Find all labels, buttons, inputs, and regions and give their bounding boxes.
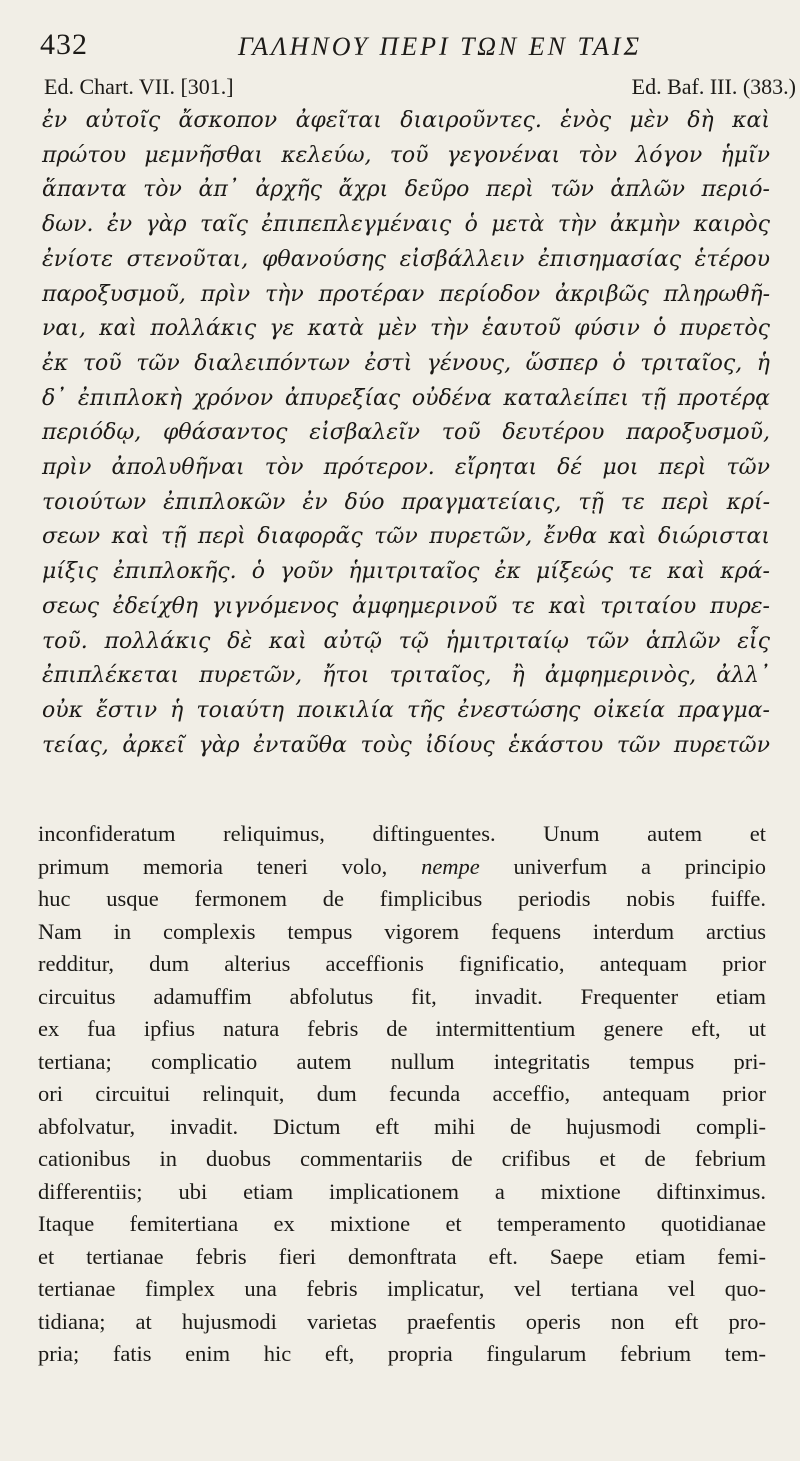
greek-line: περιόδῳ, φθάσαντος εἰσβαλεῖν τοῦ δευτέρου παροξυσμοῦ, — [42, 420, 770, 446]
greek-line: ἐν αὐτοῖς ἄσκοπον ἀφεῖται διαιροῦντες. ἑνὸς μὲν δὴ καὶ — [42, 108, 770, 133]
page-header — [40, 28, 780, 64]
greek-line: σεων καὶ τῇ περὶ διαφορᾶς τῶν πυρετῶν, ἔνθα καὶ διώρισται — [42, 524, 770, 550]
greek-line: πρώτου μεμνῆσθαι κελεύω, τοῦ γεγονέναι τὸν λόγον ἡμῖν — [42, 142, 770, 168]
latin-line: tidiana; at hujusmodi varietas praefentis operis non eft pro- — [38, 1308, 766, 1334]
greek-line: ἐπιπλέκεται πυρετῶν, ἤτοι τριταῖος, ἢ ἀμφημερινὸς, ἀλλ᾽ — [42, 663, 770, 689]
greek-line: ἅπαντα τὸν ἀπ᾽ ἀρχῆς ἄχρι δεῦρο περὶ τῶν ἁπλῶν περιό- — [42, 177, 770, 203]
greek-line: ἐκ τοῦ τῶν διαλειπόντων ἐστὶ γένους, ὥσπερ ὁ τριταῖος, ἡ — [42, 350, 770, 376]
edition-reference-chartier: Ed. Chart. VII. [301.] — [44, 74, 234, 99]
greek-line: ἐνίοτε στενοῦται, φθανούσης εἰσβάλλειν ἐπισημασίας ἑτέρου — [42, 246, 770, 272]
greek-line: τοῦ. πολλάκις δὲ καὶ αὐτῷ τῷ ἡμιτριταίῳ τῶν ἁπλῶν εἷς — [42, 628, 770, 654]
latin-line: tertiana; complicatio autem nullum integritatis tempus pri- — [38, 1048, 766, 1074]
latin-line: cationibus in duobus commentariis de crifibus et de febrium — [38, 1146, 766, 1171]
greek-line: δων. ἐν γὰρ ταῖς ἐπιπεπλεγμέναις ὁ μετὰ τὴν ἀκμὴν καιρὸς — [42, 212, 770, 238]
latin-line-with-italic — [38, 851, 766, 884]
greek-line: σεως ἐδείχθη γιγνόμενος ἀμφημερινοῦ τε καὶ τριταίου πυρε- — [42, 593, 770, 619]
latin-line: differentiis; ubi etiam implicationem a mixtione diftinximus. — [38, 1178, 766, 1204]
page-number: 432 — [40, 28, 88, 61]
latin-line: inconfideratum reliquimus, diftinguentes. Unum autem et — [38, 821, 766, 846]
latin-line: huc usque fermonem de fimplicibus periodis nobis fuiffe. — [38, 886, 766, 911]
latin-line: Itaque femitertiana ex mixtione et temperamento quotidianae — [38, 1211, 766, 1236]
latin-line-part: primum memoria teneri volo, — [38, 853, 388, 879]
latin-line: et tertianae febris fieri demonftrata eft. Saepe etiam femi- — [38, 1243, 766, 1269]
greek-text-block — [42, 104, 770, 763]
greek-line: δ᾽ ἐπιπλοκὴ χρόνον ἀπυρεξίας οὐδένα καταλείπει τῇ προτέρᾳ — [42, 385, 770, 411]
latin-italic-word: nempe — [421, 853, 480, 879]
latin-line: Nam in complexis tempus vigorem fequens interdum arctius — [38, 918, 766, 944]
edition-reference-basel: Ed. Baf. III. (383.) — [631, 74, 796, 99]
latin-line: redditur, dum alterius acceffionis fignificatio, antequam prior — [38, 951, 766, 976]
running-title: ΓΑΛΗΝΟΥ ΠΕΡΙ ΤΩΝ ΕΝ ΤΑΙΣ — [237, 32, 643, 61]
greek-line: οὐκ ἔστιν ἡ τοιαύτη ποικιλία τῆς ἐνεστώσης οἰκεία πραγμα- — [42, 697, 770, 723]
greek-line: μίξις ἐπιπλοκῆς. ὁ γοῦν ἡμιτριταῖος ἐκ μίξεώς τε καὶ κρά- — [42, 559, 770, 585]
edition-reference-line — [44, 74, 796, 102]
greek-line: ναι, καὶ πολλάκις γε κατὰ μὲν τὴν ἑαυτοῦ φύσιν ὁ πυρετὸς — [42, 316, 770, 342]
greek-line: παροξυσμοῦ, πρὶν τὴν προτέραν περίοδον ἀκριβῶς πληρωθῆ- — [42, 281, 770, 307]
latin-line-part: univerfum a principio — [513, 853, 766, 879]
latin-line: ex fua ipfius natura febris de intermittentium genere eft, ut — [38, 1016, 766, 1041]
greek-line: τοιούτων ἐπιπλοκῶν ἐν δύο πραγματείαις, τῇ τε περὶ κρί- — [42, 489, 770, 515]
latin-line: tertianae fimplex una febris implicatur, vel tertiana vel quo- — [38, 1276, 766, 1301]
greek-line: τείας, ἀρκεῖ γὰρ ἐνταῦθα τοὺς ἰδίους ἑκάστου τῶν πυρετῶν — [42, 732, 770, 758]
greek-line: πρὶν ἀπολυθῆναι τὸν πρότερον. εἴρηται δέ μοι περὶ τῶν — [42, 455, 770, 481]
latin-line: abfolvatur, invadit. Dictum eft mihi de hujusmodi compli- — [38, 1113, 766, 1139]
latin-text-block — [38, 818, 766, 1371]
latin-line: pria; fatis enim hic eft, propria fingularum febrium tem- — [38, 1341, 766, 1366]
latin-line: ori circuitui relinquit, dum fecunda acceffio, antequam prior — [38, 1081, 766, 1106]
latin-line: circuitus adamuffim abfolutus fit, invadit. Frequenter etiam — [38, 983, 766, 1009]
